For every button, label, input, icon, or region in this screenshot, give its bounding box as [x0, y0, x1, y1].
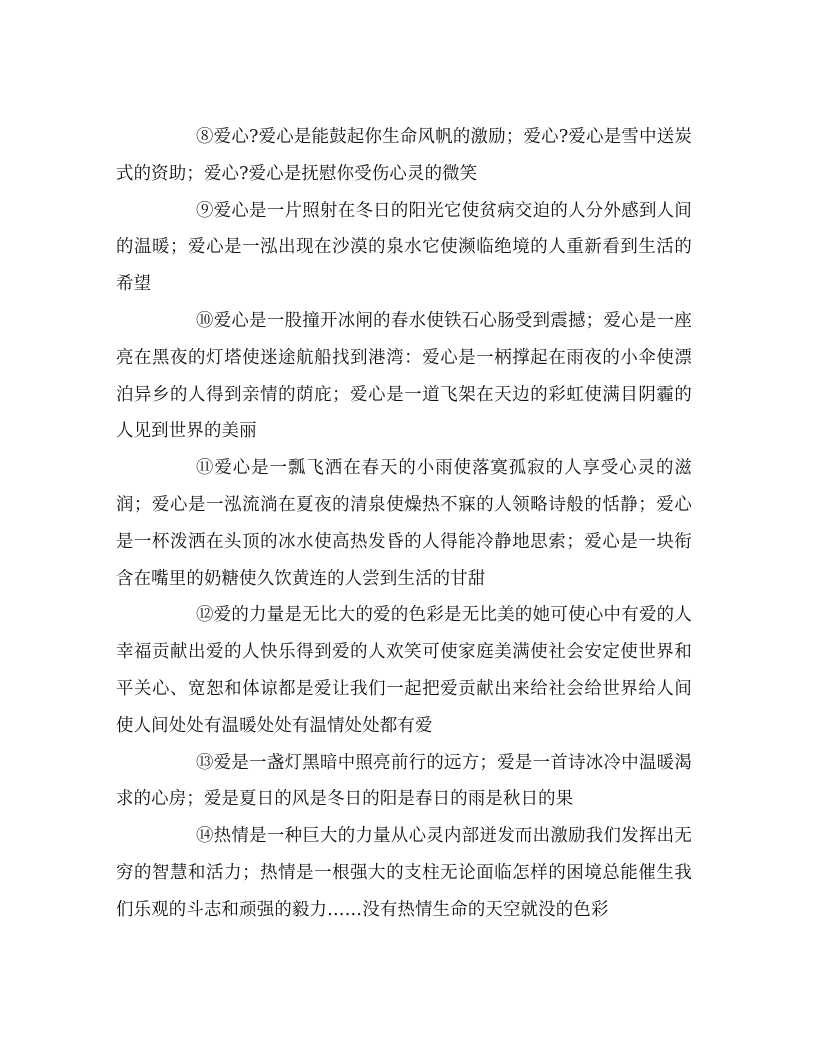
paragraph-10: ⑩爱心是一股撞开冰闸的春水使铁石心肠受到震撼；爱心是一座亮在黑夜的灯塔使迷途航船找到港湾：爱心是一柄撑起在雨夜的小伞使漂泊异乡的人得到亲情的荫庇；爱心是一道飞架在天边的彩虹使满目阴霾的人见到世界的美丽: [116, 310, 692, 442]
paragraph-11: ⑪爱心是一瓢飞洒在春天的小雨使落寞孤寂的人享受心灵的滋润；爱心是一泓流淌在夏夜的清泉使燥热不寐的人领略诗般的恬静；爱心是一杯泼洒在头顶的冰水使高热发昏的人得能冷静地思索；爱心是一块衔含在嘴里的奶糖使久饮黄连的人尝到生活的甘甜: [116, 458, 692, 589]
paragraph-12: ⑫爱的力量是无比大的爱的色彩是无比美的她可使心中有爱的人幸福贡献出爱的人快乐得到爱的人欢笑可使家庭美满使社会安定使世界和平关心、宽恕和体谅都是爱让我们一起把爱贡献出来给社会给世界给人间使人间处处有温暖处处有温情处处都有爱: [116, 605, 692, 736]
paragraph-8: ⑧爱心?爱心是能鼓起你生命风帆的激励；爱心?爱心是雪中送炭式的资助；爱心?爱心是抚慰你受伤心灵的微笑: [116, 127, 692, 184]
document-body: [116, 119, 692, 929]
paragraph-14: ⑭热情是一种巨大的力量从心灵内部迸发而出激励我们发挥出无穷的智慧和活力；热情是一根强大的支柱无论面临怎样的困境总能催生我们乐观的斗志和顽强的毅力……没有热情生命的天空就没的色彩: [116, 826, 692, 920]
paragraph-9: ⑨爱心是一片照射在冬日的阳光它使贫病交迫的人分外感到人间的温暖；爱心是一泓出现在沙漠的泉水它使濒临绝境的人重新看到生活的希望: [116, 200, 692, 295]
paragraph-13: ⑬爱是一盏灯黑暗中照亮前行的远方；爱是一首诗冰冷中温暖渴求的心房；爱是夏日的风是冬日的阳是春日的雨是秋日的果: [116, 752, 692, 810]
